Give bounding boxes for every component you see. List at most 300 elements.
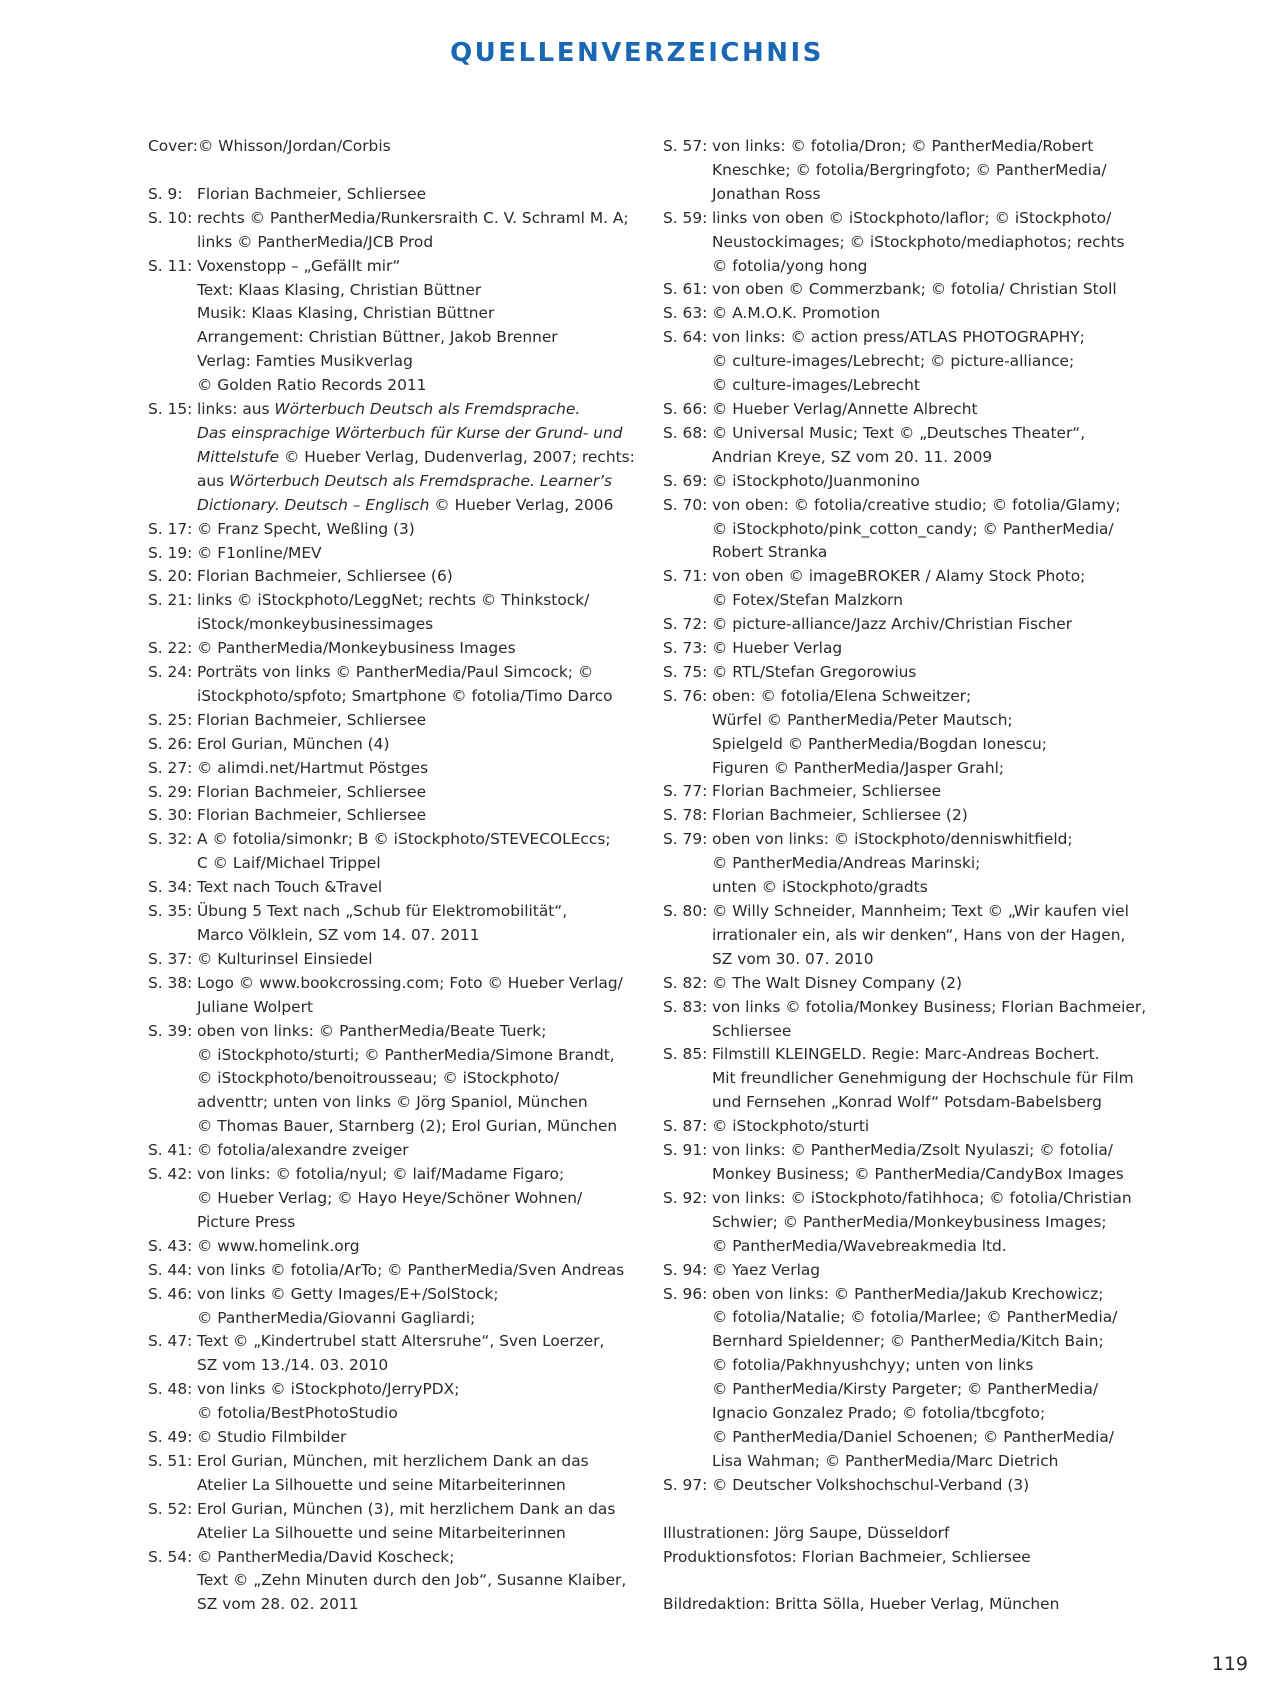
credit-line [197, 326, 638, 350]
credit-source [712, 637, 1163, 661]
credit-line [712, 1235, 1163, 1259]
credit-page: S. 20: [148, 567, 193, 586]
credit-page: S. 57: [663, 137, 708, 155]
credit-page: S. 80: [663, 902, 708, 920]
credit-page: S. 73: [663, 639, 708, 658]
credit-source [197, 565, 638, 589]
credit-text: © PantherMedia/Wavebreakmedia ltd. [712, 1236, 1007, 1255]
credit-source [712, 972, 1163, 996]
credit-page: S. 82: [663, 973, 708, 992]
credit-line [197, 279, 638, 303]
credit-source [197, 900, 638, 948]
credit-entry [148, 1139, 638, 1163]
credit-text: © Hueber Verlag/Annette Albrecht [712, 399, 978, 418]
credit-source [197, 1330, 638, 1378]
credit-line [197, 1426, 638, 1450]
credit-text: Erol Gurian, München (4) [197, 734, 390, 753]
credit-text: © Kulturinsel Einsiedel [197, 949, 373, 968]
credit-source [197, 1235, 638, 1259]
credit-text: oben von links: © PantherMedia/Beate Tuerk; [197, 1021, 547, 1040]
credit-entry [663, 135, 1163, 207]
credit-page: S. 29: [148, 782, 193, 801]
credit-text: C © Laif/Michael Trippel [197, 854, 381, 873]
credit-line [197, 1593, 638, 1617]
credit-line [712, 804, 1163, 828]
credit-line [712, 518, 1163, 542]
credit-line [197, 948, 638, 972]
credit-entry [663, 900, 1163, 972]
credit-text: © fotolia/Pakhnyushchyy; unten von links [712, 1356, 1034, 1375]
credit-text: Atelier La Silhouette und seine Mitarbeiterinnen [197, 1475, 566, 1494]
credit-text: Musik: Klaas Klasing, Christian Büttner [197, 304, 495, 323]
credit-line [712, 852, 1163, 876]
credit-entry [148, 876, 638, 900]
credit-entry [148, 1020, 638, 1140]
credit-text: © Hueber Verlag, Dudenverlag, 2007; rechts: [279, 447, 635, 466]
credit-line [197, 1044, 638, 1068]
credit-page: S. 78: [663, 806, 708, 825]
credit-entry [148, 589, 638, 637]
credit-line [197, 757, 638, 781]
credit-page: S. 87: [663, 1117, 708, 1136]
credit-source [197, 398, 638, 518]
credit-entry [148, 1283, 638, 1331]
illustrations-credit: Illustrationen: Jörg Saupe, Düsseldorf [663, 1523, 950, 1542]
credit-source [712, 207, 1163, 279]
credit-text: und Fernsehen „Konrad Wolf“ Potsdam-Babelsberg [712, 1093, 1102, 1112]
credit-text: © Studio Filmbilder [197, 1428, 347, 1447]
credit-entry [663, 972, 1163, 996]
credit-text: Picture Press [197, 1212, 296, 1231]
credit-line [197, 1450, 638, 1474]
credit-source [197, 1163, 638, 1235]
credit-text: Florian Bachmeier, Schliersee (2) [712, 806, 968, 825]
credit-page: S. 61: [663, 280, 708, 299]
credit-source [197, 1020, 638, 1140]
credit-text: Monkey Business; © PantherMedia/CandyBox Images [712, 1164, 1124, 1183]
credit-source [197, 589, 638, 637]
credit-page: S. 51: [148, 1451, 193, 1470]
credit-line [197, 1354, 638, 1378]
credit-text: © Willy Schneider, Mannheim; Text © „Wir kaufen viel [712, 902, 1129, 920]
credit-line [197, 876, 638, 900]
credit-text: Schliersee [712, 1021, 792, 1040]
credit-text: adventtr; unten von links © Jörg Spaniol, München [197, 1093, 588, 1112]
credit-source [712, 1139, 1163, 1187]
credit-text-italic: Wörterbuch Deutsch als Fremdsprache. [274, 400, 581, 419]
credit-line [197, 494, 638, 518]
credit-line [197, 231, 638, 255]
credit-entry [148, 1378, 638, 1426]
credit-line [197, 996, 638, 1020]
credit-line [197, 1211, 638, 1235]
credit-line [197, 1307, 638, 1331]
credit-text: A © fotolia/simonkr; B © iStockphoto/STEVECOLEccs; [197, 830, 611, 849]
credit-line [197, 589, 638, 613]
credit-text: © Universal Music; Text © „Deutsches Theater“, [712, 423, 1086, 442]
credit-line [197, 1378, 638, 1402]
credit-entry [663, 207, 1163, 279]
credit-text: Erol Gurian, München, mit herzlichem Dank an das [197, 1451, 589, 1470]
credit-text: irrationaler ein, als wir denken“, Hans von der Hagen, [712, 925, 1126, 944]
credit-text: Andrian Kreye, SZ vom 20. 11. 2009 [712, 447, 993, 466]
credit-line [197, 804, 638, 828]
credit-text: iStock/monkeybusinessimages [197, 615, 434, 634]
credit-line [712, 685, 1163, 709]
credit-text: links © iStockphoto/LeggNet; rechts © Thinkstock/ [197, 591, 590, 610]
credit-line [712, 1163, 1163, 1187]
credit-text: von links: © fotolia/nyul; © laif/Madame Figaro; [197, 1165, 565, 1184]
credit-source [712, 135, 1163, 207]
credit-source [197, 876, 638, 900]
credit-text: Porträts von links © PantherMedia/Paul Simcock; © [197, 663, 594, 682]
credit-entry [663, 1139, 1163, 1187]
credit-text: von oben © Commerzbank; © fotolia/ Christian Stoll [712, 280, 1117, 299]
credit-text: © Franz Specht, Weßling (3) [197, 519, 415, 538]
credit-text: © PantherMedia/Monkeybusiness Images [197, 639, 516, 658]
credit-entry [663, 302, 1163, 326]
credit-text: Erol Gurian, München (3), mit herzlichem Dank an das [197, 1499, 616, 1518]
credit-line [197, 1067, 638, 1091]
credit-entry [663, 637, 1163, 661]
credit-text: von links: © PantherMedia/Zsolt Nyulaszi; © fotolia/ [712, 1141, 1113, 1160]
credit-page: S. 24: [148, 663, 193, 682]
credit-line [197, 1522, 638, 1546]
credit-page: S. 48: [148, 1380, 193, 1399]
credit-text: Schwier; © PantherMedia/Monkeybusiness Images; [712, 1212, 1107, 1231]
credit-text: von links © iStockphoto/JerryPDX; [197, 1380, 460, 1399]
credit-source [197, 255, 638, 398]
credit-page: S. 35: [148, 902, 193, 921]
credit-text: © iStockphoto/pink_cotton_candy; © PantherMedia/ [712, 519, 1114, 538]
credit-text: © PantherMedia/Kirsty Pargeter; © PantherMedia/ [712, 1380, 1099, 1399]
cover-credit [148, 135, 638, 159]
credit-text: Florian Bachmeier, Schliersee (6) [197, 567, 453, 586]
credit-text: von links: © iStockphoto/fatihhoca; © fotolia/Christian [712, 1188, 1132, 1207]
credit-page: S. 72: [663, 615, 708, 634]
credit-source [712, 996, 1163, 1044]
credit-entry [148, 661, 638, 709]
credit-line [712, 733, 1163, 757]
credit-line [712, 398, 1163, 422]
credit-line [712, 1139, 1163, 1163]
credit-line [712, 446, 1163, 470]
credit-line [712, 613, 1163, 637]
credit-line [712, 876, 1163, 900]
credit-entry [148, 1259, 638, 1283]
credit-text: von links © Getty Images/E+/SolStock; [197, 1284, 499, 1303]
credit-page: S. 25: [148, 710, 193, 729]
credit-line [197, 1569, 638, 1593]
credit-source [712, 685, 1163, 781]
credit-entry [663, 1187, 1163, 1259]
cover-label: Cover: [148, 137, 198, 155]
credit-line [197, 565, 638, 589]
credit-line [197, 1546, 638, 1570]
credit-source [197, 637, 638, 661]
credit-line [712, 1354, 1163, 1378]
credit-page: S. 97: [663, 1475, 708, 1494]
credit-text: © culture-images/Lebrecht; © picture-alliance; [712, 352, 1075, 371]
credit-entry [663, 685, 1163, 781]
credit-source [712, 565, 1163, 613]
cover-source: © Whisson/Jordan/Corbis [197, 137, 391, 155]
page-number: 119 [1211, 1653, 1248, 1675]
credit-page: S. 41: [148, 1141, 193, 1160]
credit-source [712, 1259, 1163, 1283]
credit-text: oben von links: © PantherMedia/Jakub Krechowicz; [712, 1284, 1104, 1303]
credit-source [712, 828, 1163, 900]
credit-source [197, 1259, 638, 1283]
credit-text-italic: Mittelstufe [197, 447, 280, 466]
credit-line [197, 207, 638, 231]
credit-page: S. 66: [663, 399, 708, 418]
credits-column-right [663, 135, 1163, 1617]
credit-line [712, 1091, 1163, 1115]
credit-source [712, 613, 1163, 637]
credit-text: Würfel © PantherMedia/Peter Mautsch; [712, 710, 1013, 729]
credit-page: S. 68: [663, 423, 708, 442]
credit-line [712, 422, 1163, 446]
credit-source [712, 1283, 1163, 1474]
credit-line [197, 542, 638, 566]
credit-line [712, 780, 1163, 804]
credit-text: Kneschke; © fotolia/Bergringfoto; © PantherMedia/ [712, 160, 1107, 179]
credit-source [712, 804, 1163, 828]
credit-text: SZ vom 13./14. 03. 2010 [197, 1356, 389, 1375]
credit-source [197, 207, 638, 255]
credit-text: aus [197, 471, 230, 490]
credit-line [712, 1067, 1163, 1091]
credit-text: rechts © PantherMedia/Runkersraith C. V. Schraml M. A; [197, 208, 629, 227]
credit-line [197, 613, 638, 637]
credit-entry [148, 183, 638, 207]
credit-entry [663, 1283, 1163, 1474]
credit-line [197, 1259, 638, 1283]
credit-entry [148, 972, 638, 1020]
credit-line [712, 183, 1163, 207]
credit-text: © The Walt Disney Company (2) [712, 973, 962, 992]
credit-line [712, 326, 1163, 350]
credit-entry [663, 494, 1163, 566]
credit-line [712, 541, 1163, 565]
credit-entry [148, 948, 638, 972]
credit-text: Text © „Kindertrubel statt Altersruhe“, Sven Loerzer, [197, 1332, 605, 1351]
credits-footer [663, 1522, 1163, 1618]
credit-text: © Thomas Bauer, Starnberg (2); Erol Gurian, München [197, 1117, 618, 1136]
credit-source [712, 302, 1163, 326]
credit-entry [148, 804, 638, 828]
credit-entry [148, 733, 638, 757]
credit-line [712, 159, 1163, 183]
credit-line [197, 398, 638, 422]
credit-text: Figuren © PantherMedia/Jasper Grahl; [712, 758, 1005, 777]
credit-line [197, 1139, 638, 1163]
credit-text: Mit freundlicher Genehmigung der Hochschule für Film [712, 1069, 1134, 1088]
credit-source [712, 278, 1163, 302]
credit-line [197, 518, 638, 542]
credit-text: Logo © www.bookcrossing.com; Foto © Hueber Verlag/ [197, 973, 623, 992]
credit-line [197, 446, 638, 470]
credit-line [712, 828, 1163, 852]
credit-source [712, 1474, 1163, 1498]
credit-text: © iStockphoto/sturti [712, 1117, 870, 1136]
credit-text: © fotolia/yong hong [712, 256, 868, 275]
credit-page: S. 69: [663, 471, 708, 490]
credit-entry [663, 804, 1163, 828]
credit-text: Voxenstopp – „Gefällt mir“ [197, 256, 401, 275]
credit-source [197, 518, 638, 542]
credit-entry [663, 661, 1163, 685]
credit-source [197, 542, 638, 566]
credit-entry [148, 637, 638, 661]
credit-entry [663, 1115, 1163, 1139]
credit-entry [148, 207, 638, 255]
credit-text: © PantherMedia/Daniel Schoenen; © PantherMedia/ [712, 1427, 1114, 1446]
picture-editing-credit: Bildredaktion: Britta Sölla, Hueber Verlag, München [663, 1595, 1060, 1614]
credit-line [197, 781, 638, 805]
credit-source [712, 780, 1163, 804]
credit-text: Text © „Zehn Minuten durch den Job“, Susanne Klaiber, [197, 1571, 627, 1590]
credit-text: Robert Stranka [712, 543, 828, 562]
credit-text: © Hueber Verlag; © Hayo Heye/Schöner Wohnen/ [197, 1188, 583, 1207]
credit-text: © A.M.O.K. Promotion [712, 304, 881, 323]
credit-text: Übung 5 Text nach „Schub für Elektromobilität“, [197, 902, 568, 921]
credit-page: S. 17: [148, 519, 193, 538]
credit-text: iStockphoto/spfoto; Smartphone © fotolia/Timo Darco [197, 686, 613, 705]
credit-text: Juliane Wolpert [197, 997, 314, 1016]
credits-column-left [148, 135, 638, 1617]
credit-entry [148, 900, 638, 948]
credit-text: © iStockphoto/Juanmonino [712, 471, 920, 490]
credit-text: © fotolia/alexandre zveiger [197, 1141, 409, 1160]
credit-line [197, 685, 638, 709]
credit-line [712, 757, 1163, 781]
credit-text: Ignacio Gonzalez Prado; © fotolia/tbcgfoto; [712, 1404, 1046, 1423]
credit-line [197, 900, 638, 924]
credit-line [712, 135, 1163, 159]
credit-line [712, 565, 1163, 589]
credit-source [197, 1139, 638, 1163]
credit-line [712, 1306, 1163, 1330]
credit-line [197, 1330, 638, 1354]
credit-page: S. 46: [148, 1284, 193, 1303]
credit-text: Marco Völklein, SZ vom 14. 07. 2011 [197, 926, 480, 944]
credit-line [197, 1163, 638, 1187]
credit-source [197, 733, 638, 757]
credit-line [197, 972, 638, 996]
credit-text-italic: Das einsprachige Wörterbuch für Kurse der Grund- und [197, 423, 623, 442]
credit-text: links von oben © iStockphoto/laflor; © iStockphoto/ [712, 208, 1112, 227]
credit-entry [148, 1450, 638, 1498]
credit-source [197, 661, 638, 709]
credit-text: © Hueber Verlag [712, 639, 843, 658]
credit-text: Spielgeld © PantherMedia/Bogdan Ionescu; [712, 734, 1047, 753]
credit-line [197, 350, 638, 374]
credit-text: Florian Bachmeier, Schliersee [197, 782, 427, 801]
credit-entry [148, 1498, 638, 1546]
credit-line [197, 1115, 638, 1139]
credit-text: Atelier La Silhouette und seine Mitarbeiterinnen [197, 1523, 566, 1542]
credit-text: Florian Bachmeier, Schliersee [197, 184, 427, 203]
credit-line [712, 278, 1163, 302]
credit-text: links © PantherMedia/JCB Prod [197, 232, 434, 251]
credit-source [197, 183, 638, 207]
credit-page: S. 11: [148, 256, 193, 275]
credit-text: Florian Bachmeier, Schliersee [197, 806, 427, 825]
credit-line [197, 852, 638, 876]
credit-line [712, 1283, 1163, 1307]
credit-line [712, 207, 1163, 231]
credit-source [197, 1498, 638, 1546]
credit-line [712, 255, 1163, 279]
credit-page: S. 77: [663, 782, 708, 801]
credit-page: S. 70: [663, 495, 708, 514]
credit-source [197, 804, 638, 828]
credit-page: S. 71: [663, 567, 708, 586]
credit-line [712, 1378, 1163, 1402]
credit-entry [663, 1043, 1163, 1115]
credit-line [712, 302, 1163, 326]
credit-entry [663, 398, 1163, 422]
credit-line [712, 972, 1163, 996]
credit-text: © RTL/Stefan Gregorowius [712, 662, 917, 681]
credit-text-italic: Dictionary. Deutsch – Englisch [197, 495, 430, 514]
credit-entry [663, 565, 1163, 613]
credit-source [197, 972, 638, 1020]
credit-line [197, 374, 638, 398]
credit-text: links: aus [197, 400, 275, 419]
credit-text: Arrangement: Christian Büttner, Jakob Brenner [197, 328, 558, 347]
credit-line [197, 709, 638, 733]
credit-line [712, 470, 1163, 494]
credit-source [712, 470, 1163, 494]
credit-source [197, 1283, 638, 1331]
credit-text: von oben: © fotolia/creative studio; © fotolia/Glamy; [712, 495, 1121, 514]
credit-source [197, 1450, 638, 1498]
credit-source [197, 1426, 638, 1450]
credit-entry [148, 1546, 638, 1618]
credit-line [197, 1091, 638, 1115]
credit-text: © Deutscher Volkshochschul-Verband (3) [712, 1475, 1030, 1494]
credit-page: S. 27: [148, 758, 193, 777]
credit-line [197, 1020, 638, 1044]
credit-text: © Hueber Verlag, 2006 [429, 495, 614, 514]
credit-source [712, 494, 1163, 566]
credit-entry [663, 613, 1163, 637]
credit-page: S. 85: [663, 1045, 708, 1064]
credit-page: S. 22: [148, 639, 193, 658]
credit-page: S. 19: [148, 543, 193, 562]
credit-line [712, 1043, 1163, 1067]
credit-source [712, 900, 1163, 972]
credit-text: Filmstill KLEINGELD. Regie: Marc-Andreas Bochert. [712, 1045, 1100, 1064]
credit-text: © culture-images/Lebrecht [712, 376, 920, 395]
credit-line [197, 1402, 638, 1426]
credit-line [712, 1474, 1163, 1498]
credit-line [712, 1330, 1163, 1354]
credit-line [197, 183, 638, 207]
credit-entry [148, 518, 638, 542]
credit-source [197, 948, 638, 972]
credit-text: von links © fotolia/ArTo; © PantherMedia/Sven Andreas [197, 1260, 625, 1279]
credit-page: S. 47: [148, 1332, 193, 1351]
credit-line [712, 589, 1163, 613]
credit-page: S. 94: [663, 1260, 708, 1279]
credit-entry [148, 1330, 638, 1378]
credit-line [712, 1402, 1163, 1426]
credit-line [712, 374, 1163, 398]
